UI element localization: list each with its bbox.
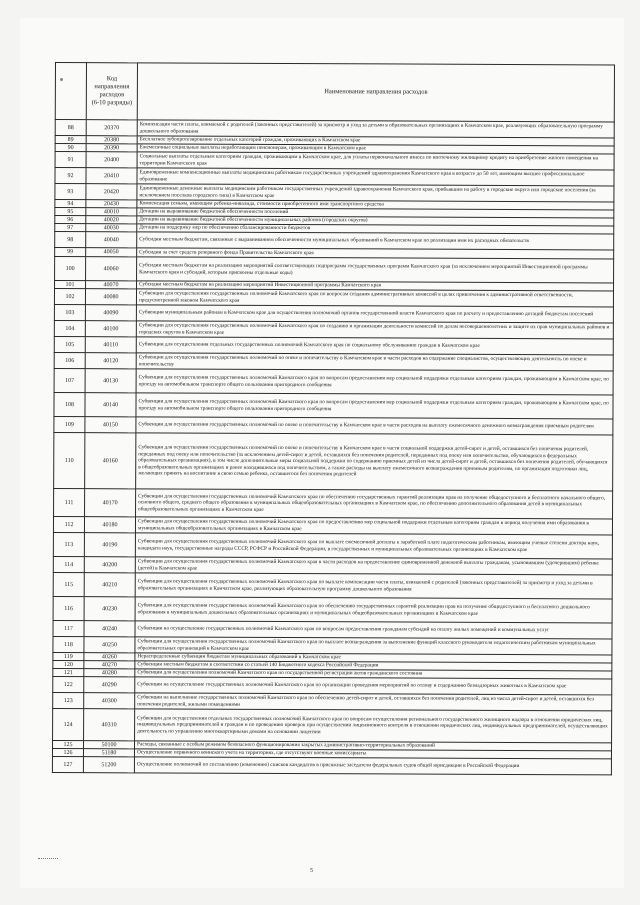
row-name: Субвенции для осуществления государственных полномочий Камчатского края по выплате ежемесячной доплаты к заработной плате педагогическим работникам, имеющим ученые степени доктора наук, кандидата наук, государственные награды СССР, РСФСР и Российской Федерации, в государственных и муниципальных образовательных организациях в Камчатском крае bbox=[135, 533, 612, 559]
row-number: 99 bbox=[55, 248, 86, 257]
row-name: Субвенции для осуществления государственных полномочий Камчатского края по выплате компенсации части платы, взимаемой с родителей (законных представителей) за присмотр и уход за детьми в образовательных организациях в Камчатском крае, реализующих образовательную программу дошкольного образования bbox=[135, 573, 612, 599]
row-code: 20390 bbox=[86, 144, 137, 152]
row-code: 40160 bbox=[85, 433, 136, 489]
row-number: 119 bbox=[53, 652, 84, 660]
row-code: 40110 bbox=[85, 337, 136, 353]
row-number: 103 bbox=[54, 304, 85, 320]
row-number: 113 bbox=[53, 532, 84, 556]
row-name: Субвенции для осуществления полномочий Камчатского края по государственной регистрации актов гражданского состояния bbox=[135, 669, 612, 679]
row-code: 40010 bbox=[86, 208, 137, 216]
row-code: 40030 bbox=[86, 224, 137, 232]
row-number: 121 bbox=[53, 668, 84, 676]
row-code: 20380 bbox=[86, 136, 137, 144]
row-code: 40260 bbox=[84, 653, 135, 661]
row-code: 40290 bbox=[84, 677, 135, 693]
row-code: 40060 bbox=[86, 257, 137, 281]
row-number: 123 bbox=[53, 692, 84, 708]
document-page bbox=[20, 18, 624, 888]
row-number: 96 bbox=[55, 216, 86, 224]
row-number: 105 bbox=[54, 336, 85, 352]
row-number: 89 bbox=[55, 136, 86, 144]
table-header-row bbox=[55, 63, 614, 122]
row-number: 102 bbox=[54, 289, 85, 305]
row-code: 40090 bbox=[85, 305, 136, 321]
row-code: 50100 bbox=[84, 741, 135, 749]
row-code: 40200 bbox=[84, 557, 135, 573]
row-name: Дотации на выравнивание бюджетной обеспеченности муниципальных районов (городских округов) bbox=[137, 216, 614, 226]
table-row bbox=[54, 432, 613, 490]
row-code: 40170 bbox=[85, 489, 136, 517]
row-name: Субвенции для осуществления государственных полномочий по опеке и попечительству в Камчатском крае в части расходов на содержание специалистов, осуществляющих деятельность по опеке и попечительству bbox=[136, 353, 613, 371]
table-row bbox=[55, 257, 614, 283]
row-name: Расходы, связанные с особым режимом безопасного функционирования закрытых административно-территориальных образований bbox=[135, 741, 612, 751]
row-number: 104 bbox=[54, 320, 85, 336]
row-number: 95 bbox=[55, 208, 86, 216]
row-name: Компенсация семьям, имеющим ребенка-инвалида, стоимости приобретенного ими транспортного средства bbox=[137, 200, 614, 210]
header-code bbox=[86, 63, 137, 120]
row-number: 100 bbox=[55, 257, 86, 281]
row-name: Субвенции для осуществления государственных полномочий Камчатского края по обеспечению государственных гарантий реализации прав на получение общедоступного и бесплатного дошкольного образования в муниципальных дошкольных образовательных организациях и муниципальных общеобразовательных организациях в Камчатском крае bbox=[135, 597, 612, 623]
row-name: Субвенции для осуществления государственных полномочий по опеке и попечительству в Камчатском крае в части социальной поддержки детей-сирот и детей, оставшихся без попечения родителей, переданных под опеку или попечительство (за исключением детей-сирот и детей, оставшихся без попечения родителей, переданных под опеку или попечительство, обучающихся в федеральных образовательных организациях), в том числе дополнительные меры социальной поддержки по содержанию приемных детей из числа детей-сирот и детей, оставшихся без попечения родителей, обучающихся в общеобразовательных организациях и ранее находившихся под попечительством, а также расходы на выплату ежемесячного вознаграждения приемным родителям, по организации подготовки лиц, желающих принять на воспитание в свою семью ребенка, оставшегося без попечения родителей bbox=[136, 433, 613, 491]
row-name: Субсидии местным бюджетам на реализацию мероприятий Инвестиционной программы Камчатского края bbox=[137, 281, 614, 291]
row-name: Дотации на поддержку мер по обеспечению сбалансированности бюджетов bbox=[137, 224, 614, 234]
row-name: Субвенции для осуществления государственных полномочий Камчатского края по созданию и организации деятельности комиссий по делам несовершеннолетних и защите их прав муниципальных районов и городских округов в Камчатском крае bbox=[136, 321, 613, 339]
header-name: Наименование направления расходов bbox=[137, 63, 614, 122]
row-code: 40280 bbox=[84, 669, 135, 677]
row-name: Субвенции для осуществления государственных полномочий Камчатского края по вопросам создания административных комиссий в целях привлечения к административной ответственности, предусмотренной законом Камчатского края bbox=[136, 289, 613, 307]
row-name: Субвенции для осуществления государственных полномочий Камчатского края по выплате вознаграждения за выполнение функций классного руководителя педагогическим работникам муниципальных образовательных организаций в Камчатском крае bbox=[135, 637, 612, 655]
row-number: 107 bbox=[54, 368, 85, 392]
row-name: Субвенции на осуществление государственных полномочий Камчатского края по вопросам предоставления гражданам субсидий на оплату жилых помещений и коммунальных услуг bbox=[135, 621, 612, 639]
row-name: Субвенции на осуществление государственных полномочий Камчатского края по организации проведения мероприятий по отлову и содержанию безнадзорных животных в Камчатском крае bbox=[135, 677, 612, 695]
row-number: 127 bbox=[52, 756, 83, 772]
row-code: 20370 bbox=[86, 120, 137, 136]
row-number: 98 bbox=[55, 232, 86, 248]
expense-directions-table bbox=[52, 62, 615, 775]
table-row bbox=[54, 392, 613, 418]
header-num bbox=[55, 63, 86, 120]
row-name: Субвенции для осуществления государственных полномочий Камчатского края по вопросам предоставления мер социальной поддержки отдельным категориям граждан, проживающим в Камчатском крае, по проезду на автомобильном транспорте общего пользования пригородного сообщения bbox=[136, 393, 613, 419]
row-code: 40100 bbox=[85, 321, 136, 337]
row-code: 40300 bbox=[84, 693, 135, 709]
row-name: Дотации на выравнивание бюджетной обеспеченности поселений bbox=[137, 208, 614, 218]
row-number: 117 bbox=[53, 620, 84, 636]
row-number: 125 bbox=[53, 740, 84, 748]
margin-mark bbox=[38, 858, 58, 859]
table-row bbox=[54, 488, 613, 518]
row-code: 20410 bbox=[86, 168, 137, 184]
row-code: 40210 bbox=[84, 573, 135, 597]
row-name: Нераспределенные субвенции бюджетам муниципальных образований в Камчатском крае bbox=[135, 653, 612, 663]
row-code: 20430 bbox=[86, 200, 137, 208]
row-code: 40020 bbox=[86, 216, 137, 224]
row-number: 116 bbox=[53, 596, 84, 620]
table-row bbox=[53, 708, 612, 742]
row-name: Субвенции на выполнение государственных полномочий Камчатского края по обеспечению детей-сирот и детей, оставшихся без попечения родителей, лиц из числа детей-сирот и детей, оставшихся без попечения родителей, жилыми помещениями bbox=[135, 693, 612, 711]
row-number: 110 bbox=[54, 432, 85, 488]
row-name: Субвенции для осуществления государственных полномочий Камчатского края в части расходов на предоставление единовременной денежной выплаты гражданам, усыновившим (удочерившим) ребенка (детей) в Камчатском крае bbox=[135, 557, 612, 575]
row-number: 108 bbox=[54, 392, 85, 416]
row-number: 88 bbox=[55, 120, 86, 136]
header-code-text: Код направления расходов (6-10 разряды) bbox=[91, 75, 133, 107]
row-number: 118 bbox=[53, 636, 84, 652]
table-row bbox=[53, 596, 612, 622]
row-code: 51180 bbox=[83, 749, 134, 757]
row-number: 112 bbox=[53, 516, 84, 532]
row-code: 40140 bbox=[85, 393, 136, 417]
row-number: 120 bbox=[53, 660, 84, 668]
row-code: 40250 bbox=[84, 637, 135, 653]
row-name: Субсидии местным бюджетам на реализацию мероприятий соответствующих подпрограмм государственных программ Камчатского края (за исключением мероприятий Инвестиционной программы Камчатского края и субсидий, которым присвоены отдельные коды) bbox=[137, 257, 614, 283]
row-name: Субсидии местным бюджетам, связанные с выравниванием обеспеченности муниципальных образований в Камчатском крае по реализации ими их расходных обязательств bbox=[137, 232, 614, 250]
row-name: Ежемесячные социальные выплаты неработающим пенсионерам, проживающим в Камчатском крае bbox=[137, 144, 614, 154]
table-row bbox=[53, 572, 612, 598]
row-code: 40120 bbox=[85, 353, 136, 369]
row-name: Субвенции для осуществления государственных полномочий по опеке и попечительству в Камчатском крае в части расходов на выплату ежемесячного денежного вознаграждения приемным родителям bbox=[136, 417, 613, 435]
row-name: Субсидии за счет средств резервного фонда Правительства Камчатского края bbox=[137, 248, 614, 259]
row-number: 101 bbox=[55, 281, 86, 289]
table-row bbox=[54, 368, 613, 394]
row-code: 40080 bbox=[85, 289, 136, 305]
page-number: 5 bbox=[310, 868, 313, 874]
row-name: Субвенции муниципальным районам в Камчатском крае для осуществления полномочий органов государственной власти Камчатского края по расчету и предоставлению дотаций бюджетам поселений bbox=[136, 305, 613, 323]
row-name: Субвенции для осуществления государственных полномочий Камчатского края по вопросам предоставления мер социальной поддержки отдельным категориям граждан, проживающим в Камчатском крае, по проезду на автомобильном транспорте общего пользования пригородного сообщения bbox=[136, 369, 613, 395]
row-code: 40130 bbox=[85, 369, 136, 393]
row-code: 20400 bbox=[86, 152, 137, 168]
row-number: 97 bbox=[55, 224, 86, 232]
row-code: 20420 bbox=[86, 184, 137, 200]
row-name: Бесплатное зубопротезирование отдельных категорий граждан, проживающих в Камчатском крае bbox=[137, 136, 614, 146]
row-number: 94 bbox=[55, 200, 86, 208]
table-body bbox=[52, 120, 614, 775]
row-code: 40310 bbox=[84, 709, 135, 741]
row-code: 40190 bbox=[84, 533, 135, 557]
row-number: 109 bbox=[54, 416, 85, 432]
table-row bbox=[53, 532, 612, 558]
row-number: 90 bbox=[55, 144, 86, 152]
row-number: 111 bbox=[54, 488, 85, 516]
row-code: 40230 bbox=[84, 597, 135, 621]
row-name: Компенсация части платы, взимаемой с родителей (законных представителей) за присмотр и уход за детьми в образовательных организациях в Камчатском крае, реализующих образовательную программу дошкольного образования bbox=[137, 120, 614, 138]
row-name: Осуществление первичного воинского учета на территориях, где отсутствуют военные комиссариаты bbox=[134, 749, 611, 759]
row-code: 40070 bbox=[86, 281, 137, 289]
row-name: Субвенции для осуществления отдельных государственных полномочий Камчатского края по вопросам осуществления регионального государственного жилищного надзора в отношении юридических лиц, индивидуальных предпринимателей и граждан и по проведению проверок при осуществлении лицензионного контроля в отношении юридических лиц, индивидуальных предпринимателей, осуществляющих деятельность по управлению многоквартирными домами на основании лицензии bbox=[135, 709, 612, 743]
row-number: 124 bbox=[53, 708, 84, 740]
row-code: 40180 bbox=[84, 517, 135, 533]
table-row bbox=[52, 756, 611, 774]
row-name: Социальные выплаты отдельным категориям граждан, проживающим в Камчатском крае, для уплаты первоначального взноса по ипотечному жилищному кредиту на приобретение жилого помещения на территории Камчатского края bbox=[137, 152, 614, 170]
row-number: 91 bbox=[55, 152, 86, 168]
row-code: 40240 bbox=[84, 621, 135, 637]
row-name: Единовременные компенсационные выплаты медицинским работникам государственных учреждений здравоохранения Камчатского края в возрасте до 50 лет, имеющим высшее профессиональное образование bbox=[137, 168, 614, 186]
row-code: 40270 bbox=[84, 661, 135, 669]
row-number: 114 bbox=[53, 556, 84, 572]
row-code: 40040 bbox=[86, 232, 137, 248]
row-name: Субвенции для осуществления государственных полномочий Камчатского края по обеспечению государственных гарантий реализации прав на получение общедоступного и бесплатного начального общего, основного общего, среднего общего образования в муниципальных общеобразовательных организациях в Камчатском крае, по обеспечению дополнительного образования детей в муниципальных общеобразовательных организациях в Камчатском крае bbox=[136, 489, 613, 519]
row-name: Субвенции местным бюджетам в соответствии со статьей 140 Бюджетного кодекса Российской Федерации bbox=[135, 661, 612, 671]
row-code: 40050 bbox=[86, 248, 137, 257]
row-name: Субвенции для осуществления отдельных государственных полномочий Камчатского края по социальному обслуживанию граждан в Камчатском крае bbox=[136, 337, 613, 355]
row-number: 92 bbox=[55, 168, 86, 184]
row-number: 115 bbox=[53, 572, 84, 596]
row-number: 122 bbox=[53, 676, 84, 692]
row-name: Субвенции для осуществления государственных полномочий Камчатского края по предоставлению мер социальной поддержки отдельным категориям граждан в период получения ими образования в муниципальных общеобразовательных организациях в Камчатском крае bbox=[135, 517, 612, 535]
row-code: 51200 bbox=[83, 757, 134, 773]
row-name: Осуществление полномочий по составлению (изменению) списков кандидатов в присяжные заседатели федеральных судов общей юрисдикции в Российской Федерации bbox=[134, 757, 611, 775]
row-number: 93 bbox=[55, 184, 86, 200]
row-number: 106 bbox=[54, 352, 85, 368]
row-name: Единовременные денежные выплаты медицинским работникам государственных учреждений здравоохранения Камчатского края, прибывшим на работу в городские округа или городские поселения (за исключением поселков городского типа) в Камчатском крае bbox=[137, 184, 614, 202]
row-number: 126 bbox=[52, 748, 83, 756]
row-code: 40150 bbox=[85, 417, 136, 433]
